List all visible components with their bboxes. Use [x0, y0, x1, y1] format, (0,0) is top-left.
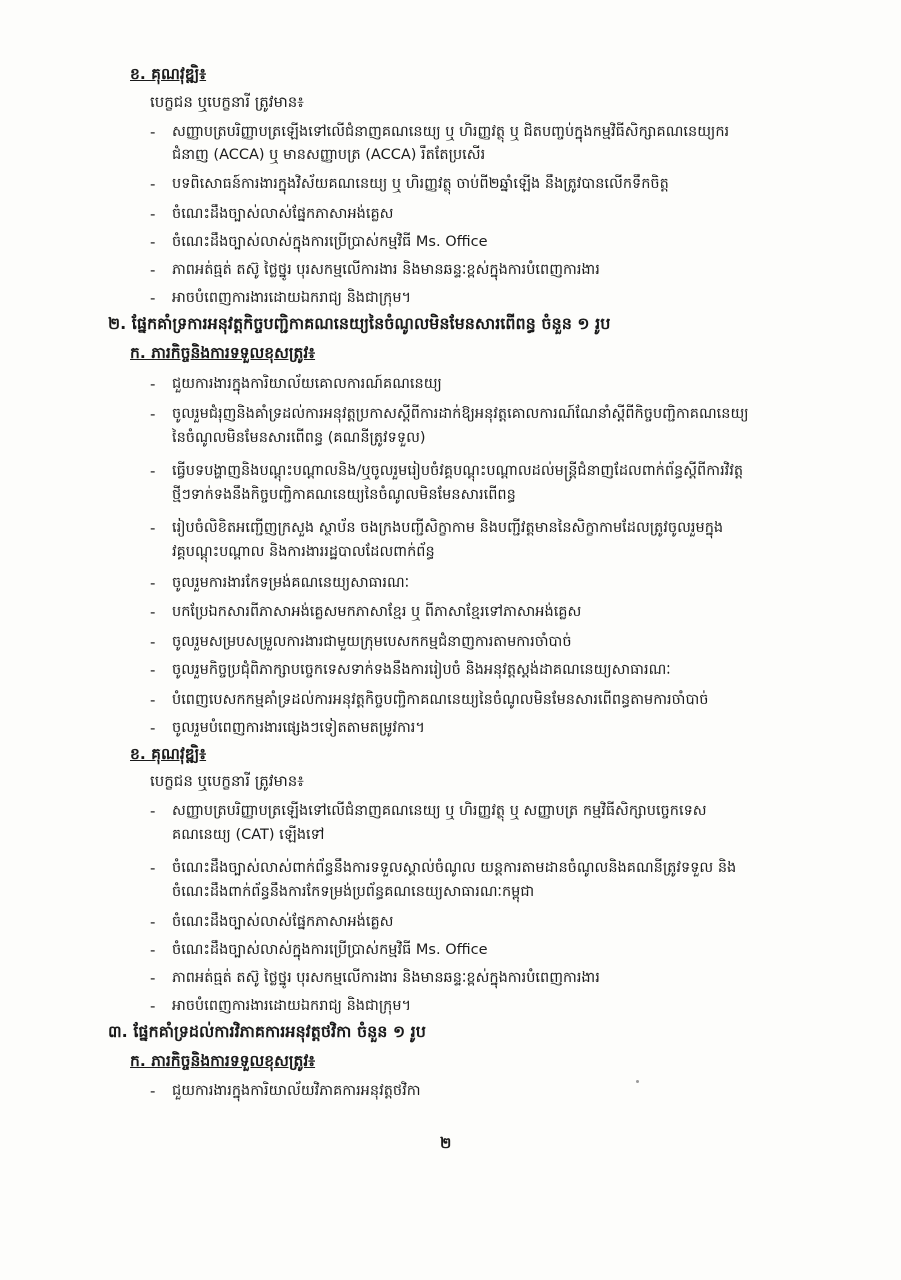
duty-text: ចូលរួមសម្របសម្រួលការងារជាមួយក្រុមបេសកកម្មជំនាញការតាមការចាំបាច់: [172, 634, 572, 650]
bullet-text: បទពិសោធន៍ការងារក្នុងវិស័យគណនេយ្យ ឬ ហិរញ្ញវត្ថុ ចាប់ពី២ឆ្នាំឡើង នឹងត្រូវបានលើកទឹកចិត្ត: [172, 176, 669, 192]
bullet-text-cont: ជំនាញ (ACCA) ឬ មានសញ្ញាបត្រ (ACCA) រឹតតែប្រសើរ: [172, 147, 486, 163]
bullet-dash: -: [150, 233, 156, 251]
duty-text-cont: ថ្មីៗទាក់ទងនឹងកិច្ចបញ្ជិកាគណនេយ្យនៃចំណូលមិនមែនសារពើពន្ធ: [172, 487, 516, 503]
bullet-text: អាចបំពេញការងារដោយឯករាជ្យ និងជាក្រុម។: [172, 290, 412, 306]
qualifications-intro-2: បេក្ខជន ឬបេក្ខនារី ត្រូវមាន៖: [150, 772, 304, 790]
bullet-dash: -: [150, 519, 156, 537]
bullet-dash: -: [150, 405, 156, 423]
duty-text: ចូលរួមជំរុញនិងគាំទ្រដល់ការអនុវត្តប្រកាសស្តីពីការដាក់ឱ្យអនុវត្តគោលការណ៍ណែនាំស្តីពីកិច្ចបញ្ជិកាគណនេយ្យ: [172, 406, 749, 422]
bullet-dash: -: [150, 603, 156, 621]
bullet-dash: -: [150, 574, 156, 592]
section-2-heading: ២. ផ្នែកគាំទ្រការអនុវត្តកិច្ចបញ្ជិកាគណនេយ្យនៃចំណូលមិនមែនសារពើពន្ធ ចំនួន ១ រូប: [108, 314, 611, 333]
bullet-text: អាចបំពេញការងារដោយឯករាជ្យ និងជាក្រុម។: [172, 998, 412, 1014]
bullet-dash: -: [150, 859, 156, 877]
bullet-text: ចំណេះដឹងច្បាស់លាស់ពាក់ព័ន្ធនឹងការទទួលស្គាល់ចំណូល យន្តការតាមដានចំណូលនិងគណនីត្រូវទទួល និង: [172, 860, 737, 876]
bullet-text: ចំណេះដឹងច្បាស់លាស់ក្នុងការប្រើប្រាស់កម្មវិធី Ms. Office: [172, 234, 488, 250]
duty-text-cont: នៃចំណូលមិនមែនសារពើពន្ធ (គណនីត្រូវទទួល): [172, 430, 426, 446]
bullet-text: សញ្ញាបត្របរិញ្ញាបត្រឡើងទៅលើជំនាញគណនេយ្យ ឬ ហិរញ្ញវត្ថុ ឬ សញ្ញាបត្រ កម្មវិធីសិក្សាបច្ចេកទេស: [172, 803, 707, 819]
bullet-dash: -: [150, 462, 156, 480]
bullet-dash: -: [150, 913, 156, 931]
bullet-text: ភាពអត់ធ្មត់ តស៊ូ ថ្លៃថ្នូរ បុរសកម្មលើការងារ និងមានឆន្ទៈខ្ពស់ក្នុងការបំពេញការងារ: [172, 970, 600, 986]
section-3-heading: ៣. ផ្នែកគាំទ្រដល់ការវិភាគការអនុវត្តថវិកា ចំនួន ១ រូប: [108, 1022, 426, 1041]
bullet-dash: -: [150, 1082, 156, 1100]
bullet-dash: -: [150, 661, 156, 679]
qualifications-heading-1: ខ. គុណវុឌ្ឍិ៖: [130, 65, 207, 83]
bullet-dash: -: [150, 802, 156, 820]
bullet-dash: -: [150, 123, 156, 141]
duty-text: ជួយការងារក្នុងការិយាល័យវិភាគការអនុវត្តថវិកា: [172, 1083, 421, 1099]
bullet-dash: -: [150, 375, 156, 393]
duties-heading-2: ក. ភារកិច្ចនិងការទទួលខុសត្រូវ៖: [130, 344, 316, 362]
duty-text: ធ្វើបទបង្ហាញនិងបណ្តុះបណ្តាលនិង/ឬចូលរួមរៀបចំវគ្គបណ្តុះបណ្តាលដល់មន្ត្រីជំនាញដែលពាក់ព័ន្ធស្តីពីការវិវត្ត: [172, 463, 744, 479]
bullet-text: ភាពអត់ធ្មត់ តស៊ូ ថ្លៃថ្នូរ បុរសកម្មលើការងារ និងមានឆន្ទៈខ្ពស់ក្នុងការបំពេញការងារ: [172, 262, 600, 278]
bullet-dash: -: [150, 719, 156, 737]
page-number: ២: [440, 1134, 452, 1152]
bullet-dash: -: [150, 633, 156, 651]
bullet-dash: -: [150, 261, 156, 279]
bullet-text-cont: ចំណេះដឹងពាក់ព័ន្ធនឹងការកែទម្រង់ប្រព័ន្ធគណនេយ្យសាធារណៈកម្ពុជា: [172, 884, 535, 900]
bullet-dash: -: [150, 175, 156, 193]
bullet-dash: -: [150, 941, 156, 959]
scan-speck: [636, 1080, 639, 1083]
duty-text-cont: វគ្គបណ្តុះបណ្តាល និងការងាររដ្ឋបាលដែលពាក់ព័ន្ធ: [172, 544, 435, 560]
duty-text: បកប្រែឯកសារពីភាសាអង់គ្លេសមកភាសាខ្មែរ ឬ ពីភាសាខ្មែរទៅភាសាអង់គ្លេស: [172, 604, 582, 620]
bullet-text: ចំណេះដឹងច្បាស់លាស់ផ្នែកភាសាអង់គ្លេស: [172, 914, 394, 930]
qualifications-intro-1: បេក្ខជន ឬបេក្ខនារី ត្រូវមាន៖: [150, 93, 304, 111]
duty-text: បំពេញបេសកកម្មគាំទ្រដល់ការអនុវត្តកិច្ចបញ្ជិកាគណនេយ្យនៃចំណូលមិនមែនសារពើពន្ធតាមការចាំបាច់: [172, 692, 709, 708]
bullet-text: ចំណេះដឹងច្បាស់លាស់ក្នុងការប្រើប្រាស់កម្មវិធី Ms. Office: [172, 942, 488, 958]
bullet-dash: -: [150, 997, 156, 1015]
duty-text: ចូលរួមបំពេញការងារផ្សេងៗទៀតតាមតម្រូវការ។: [172, 720, 425, 736]
bullet-text: សញ្ញាបត្របរិញ្ញាបត្រឡើងទៅលើជំនាញគណនេយ្យ ឬ ហិរញ្ញវត្ថុ ឬ ជិតបញ្ចប់ក្នុងកម្មវិធីសិក្សាគណនេយ្យករ: [172, 124, 730, 140]
bullet-dash: -: [150, 691, 156, 709]
bullet-text-cont: គណនេយ្យ (CAT) ឡើងទៅ: [172, 827, 325, 843]
bullet-dash: -: [150, 289, 156, 307]
duty-text: ចូលរួមកិច្ចប្រជុំពិភាក្សាបច្ចេកទេសទាក់ទងនឹងការរៀបចំ និងអនុវត្តស្តង់ដាគណនេយ្យសាធារណៈ: [172, 662, 671, 678]
duty-text: រៀបចំលិខិតអញ្ជើញក្រសួង ស្ថាប័ន ចងក្រងបញ្ជីសិក្ខាកាម និងបញ្ជីវត្តមាននៃសិក្ខាកាមដែលត្រូវចូលរួមក្នុង: [172, 520, 724, 536]
duty-text: ចូលរួមការងារកែទម្រង់គណនេយ្យសាធារណៈ: [172, 575, 410, 591]
qualifications-heading-2: ខ. គុណវុឌ្ឍិ៖: [130, 745, 207, 763]
bullet-text: ចំណេះដឹងច្បាស់លាស់ផ្នែកភាសាអង់គ្លេស: [172, 206, 394, 222]
duties-heading-3: ក. ភារកិច្ចនិងការទទួលខុសត្រូវ៖: [130, 1052, 316, 1070]
bullet-dash: -: [150, 205, 156, 223]
duty-text: ជួយការងារក្នុងការិយាល័យគោលការណ៍គណនេយ្យ: [172, 376, 442, 392]
bullet-dash: -: [150, 969, 156, 987]
